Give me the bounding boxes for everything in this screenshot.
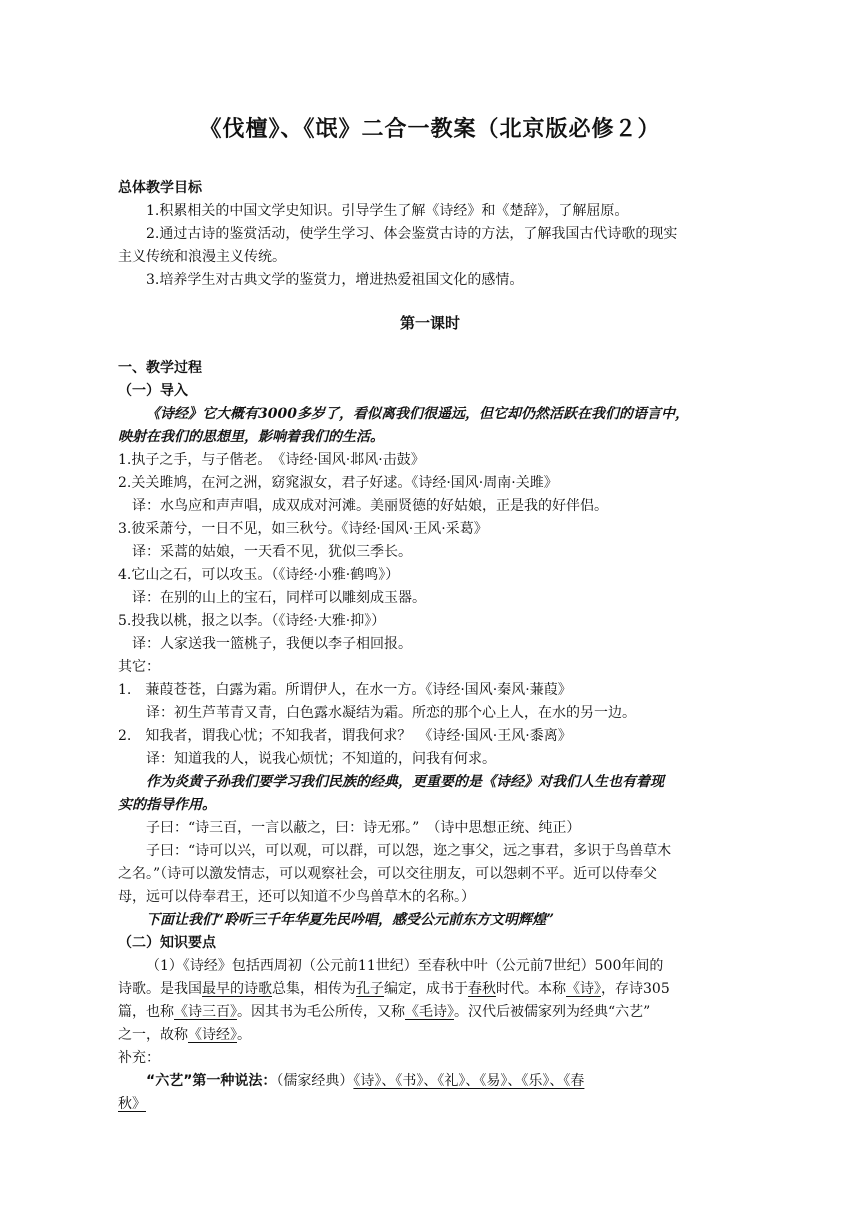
others-label: 其它： [118, 659, 160, 675]
quote-5-translation: 译：人家送我一篮桃子，我便以李子相回报。 [132, 636, 412, 652]
text-run: 篇，也称 [118, 1004, 174, 1020]
quote-1: 1.执子之手，与子偕老。 《诗经·国风·邶风·击鼓》 [118, 452, 425, 468]
subsection-heading-knowledge: （二）知识要点 [118, 935, 216, 951]
quote-5: 5.投我以桃，报之以李。（《诗经·大雅·抑》） [118, 613, 386, 629]
goal-3: 3.培养学生对古典文学的鉴赏力，增进热爱祖国文化的感情。 [146, 272, 524, 288]
goal-2-line2: 主义传统和浪漫主义传统。 [118, 249, 286, 265]
knowledge-1-line4 [118, 1024, 738, 1047]
text-run: 。因其书为毛公所传，又称 [237, 1004, 405, 1020]
listen-line: 下面让我们“聆听三千年华夏先民吟唱，感受公元前东方文明辉煌” [146, 912, 555, 928]
goals-heading: 总体教学目标 [118, 180, 202, 196]
subsection-heading-intro: （一）导入 [118, 383, 188, 399]
confucius-quote-2-line2: 之名。”（诗可以激发情志，可以观察社会，可以交往朋友，可以怨刺不平。近可以侍奉父 [118, 866, 658, 882]
lesson-heading: 第一课时 [399, 314, 460, 332]
intro-line1: 《诗经》它大概有3000多岁了，看似离我们很遥远，但它却仍然活跃在我们的语言中， [146, 406, 689, 422]
text-run: 。 [237, 1027, 251, 1043]
confucius-quote-1: 子曰：“诗三百，一言以蔽之，曰：诗无邪。” （诗中思想正统、纯正） [146, 820, 581, 836]
text-run: ，存诗305 [601, 981, 670, 997]
goal-1: 1.积累相关的中国文学史知识。引导学生了解《诗经》和《楚辞》，了解屈原。 [146, 203, 629, 219]
six-arts-list-end: 秋》 [118, 1096, 146, 1112]
other-1: 1. 蒹葭苍苍，白露为霜。所谓伊人，在水一方。《诗经·国风·秦风·蒹葭》 [118, 682, 572, 698]
supplement-label: 补充： [118, 1050, 160, 1066]
underlined-term: 《毛诗》 [405, 1004, 454, 1020]
other-2: 2. 知我者，谓我心忧；不知我者，谓我何求？ 《诗经·国风·王风·黍离》 [118, 728, 572, 744]
six-arts-label: “六艺”第一种说法： [146, 1073, 277, 1089]
knowledge-1-line1: （1）《诗经》包括西周初（公元前11世纪）至春秋中叶（公元前7世纪）500年间的 [146, 958, 664, 974]
other-2-translation: 译：知道我的人，说我心烦忧；不知道的，问我有何求。 [146, 751, 496, 767]
other-1-translation: 译：初生芦苇青又青，白色露水凝结为霜。所恋的那个心上人，在水的另一边。 [146, 705, 636, 721]
underlined-term: 春秋 [468, 981, 496, 997]
six-arts-paren: （儒家经典） [276, 1073, 354, 1089]
section-heading-1: 一、教学过程 [118, 360, 202, 376]
confucius-quote-2-line3: 母，远可以侍奉君王，还可以知道不少鸟兽草木的名称。） [118, 889, 475, 905]
quote-2: 2.关关雎鸠，在河之洲，窈窕淑女，君子好逑。《诗经·国风·周南·关雎》 [118, 475, 558, 491]
emphasis-line1: 作为炎黄子孙我们要学习我们民族的经典，更重要的是《诗经》对我们人生也有着现 [146, 774, 664, 790]
underlined-term: 《诗经》 [188, 1027, 237, 1043]
underlined-term: 《诗三百》 [174, 1004, 237, 1020]
underlined-term: 最早的诗歌 [202, 981, 272, 997]
document-title: 《伐檀》、《氓》二合一教案（北京版必修２） [199, 117, 661, 142]
quote-4: 4.它山之石，可以攻玉。（《诗经·小雅·鹤鸣》） [118, 567, 400, 583]
six-arts-line2 [118, 1093, 738, 1116]
goal-2-line1: 2.通过古诗的鉴赏活动，使学生学习、体会鉴赏古诗的方法，了解我国古代诗歌的现实 [146, 226, 678, 242]
six-arts-list: 《诗》、《书》、《礼》、《易》、《乐》、《春 [353, 1073, 585, 1089]
text-run: 总集，相传为 [272, 981, 356, 997]
confucius-quote-2-line1: 子曰：“诗可以兴，可以观，可以群，可以怨，迩之事父，远之事君，多识于鸟兽草木 [146, 843, 672, 859]
underlined-term: 孔子 [356, 981, 384, 997]
text-run: 诗歌。是我国 [118, 981, 202, 997]
six-arts-line1 [118, 1070, 738, 1093]
text-run: 。汉代后被儒家列为经典“六艺” [454, 1004, 651, 1020]
quote-3-translation: 译：采蒿的姑娘，一天看不见，犹似三季长。 [132, 544, 412, 560]
text-run: 之一，故称 [118, 1027, 188, 1043]
knowledge-1-line3 [118, 1001, 738, 1024]
quote-3: 3.彼采萧兮，一日不见，如三秋兮。《诗经·国风·王风·采葛》 [118, 521, 488, 537]
text-run: 时代。本称 [496, 981, 566, 997]
emphasis-line2: 实的指导作用。 [118, 797, 216, 813]
underlined-term: 《诗》 [566, 981, 601, 997]
quote-4-translation: 译：在别的山上的宝石，同样可以雕刻成玉器。 [132, 590, 426, 606]
quote-2-translation: 译：水鸟应和声声唱，成双成对河滩。美丽贤德的好姑娘，正是我的好伴侣。 [132, 498, 608, 514]
knowledge-1-line2 [118, 978, 738, 1001]
text-run: 编定，成书于 [384, 981, 468, 997]
intro-line2: 映射在我们的思想里，影响着我们的生活。 [118, 429, 384, 445]
